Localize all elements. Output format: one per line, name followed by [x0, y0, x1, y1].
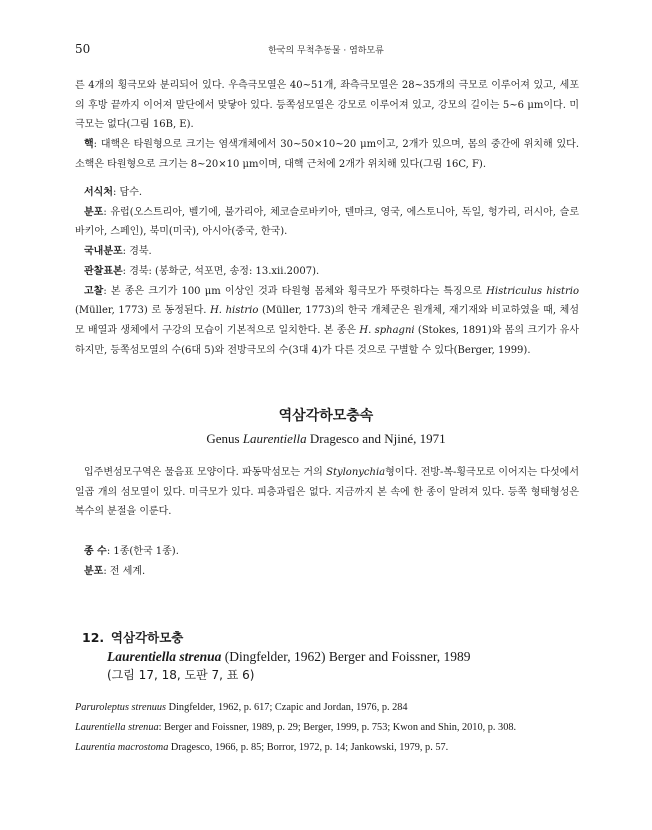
- synonym-reference: : Berger and Foissner, 1989, p. 29; Berger, 1999, p. 753; Kwon and Shin, 2010, p. 308.: [158, 722, 517, 733]
- species-heading-line-2: [82, 647, 582, 666]
- species-count-text: : 1종(한국 1종).: [106, 546, 179, 557]
- taxon-name: H. sphagni: [359, 324, 415, 336]
- species-name-scientific: Laurentiella strenua: [107, 649, 222, 664]
- synonym-entry: [75, 718, 585, 738]
- page-number: 50: [75, 42, 91, 56]
- genus-distribution-text: : 전 세계.: [103, 565, 146, 577]
- distribution-line: [75, 203, 579, 242]
- nucleus-label: 핵: [84, 139, 94, 151]
- genus-diagnosis: [75, 463, 579, 522]
- remarks-text-4: (Stokes, 1891)와 몸의 크기가 유사하지만, 등쪽섬모열의 수(6대 5)와 전방극모의 수(3대 4)가 다른 것으로 구별할 수 있다(Berger, 1999).: [75, 324, 579, 356]
- distribution-label: 분포: [84, 206, 104, 218]
- genus-title-korean: 역삼각하모충속: [278, 408, 374, 424]
- genus-desc-text-2: 형이다. 전방-복-횡극모로 이어지는 다섯에서 일곱 개의 섬모열이 있다. 미극모가 있다. 피층과립은 없다. 지금까지 본 속에 한 종이 알려져 있다. 등쪽 형태형성은 복수의 분절을 이룬다.: [75, 467, 579, 518]
- records-section: [75, 183, 579, 360]
- specimen-label: 관찰표본: [84, 265, 123, 277]
- genus-prefix: Genus: [206, 431, 243, 446]
- species-number: 12.: [82, 630, 105, 645]
- nucleus-paragraph: [75, 135, 579, 174]
- remarks-text-1: : 본 종은 크기가 100 μm 이상인 것과 타원형 몸체와 횡극모가 뚜렷하다는 특징으로: [103, 285, 487, 297]
- remarks-paragraph: [75, 282, 579, 361]
- domestic-distribution-line: [75, 242, 579, 262]
- species-name-korean: 역삼각하모충: [110, 630, 184, 645]
- remarks-text-2: (Müller, 1773) 로 동정된다.: [75, 305, 211, 317]
- species-figure-refs: (그림 17, 18, 도판 7, 표 6): [107, 668, 255, 682]
- genus-description: [75, 463, 579, 522]
- genus-distribution-label: 분포: [84, 565, 104, 577]
- synonymy-list: [75, 698, 585, 758]
- species-heading: [82, 628, 582, 685]
- habitat-label: 서식처: [84, 187, 113, 198]
- species-heading-line-1: [82, 628, 582, 647]
- species-count-label: 종 수: [84, 546, 107, 557]
- synonym-name: Paruroleptus strenuus: [75, 702, 167, 713]
- remarks-label: 고찰: [84, 285, 104, 297]
- domestic-label: 국내분포: [84, 246, 123, 258]
- domestic-text: : 경북.: [122, 246, 152, 258]
- distribution-text: : 유럽(오스트리아, 벨기에, 불가리아, 체코슬로바키아, 덴마크, 영국, 에스토니아, 독일, 헝가리, 러시아, 슬로바키아, 스페인), 북미(미국), 아시아(중국, 한국).: [75, 206, 579, 238]
- genus-distribution-line: [75, 562, 579, 582]
- running-head: 한국의 무척추동물 · 염하모류: [268, 46, 384, 56]
- cirri-paragraph: 른 4개의 횡극모와 분리되어 있다. 우측극모열은 40~51개, 좌측극모열은 28~35개의 극모로 이루어져 있고, 세포의 후방 끝까지 이어져 말단에서 맞닿아 있다. 등쪽섬모열은 강모로 이루어져 있고, 강모의 길이는 5~6 μm이다. 미극모는 없다(그림 16B, E).: [75, 80, 579, 131]
- description-continued: [75, 76, 579, 175]
- taxon-name: H. histrio: [210, 305, 259, 317]
- species-count-line: [75, 542, 579, 562]
- synonym-name: Laurentia macrostoma: [75, 742, 169, 753]
- habitat-text: : 담수.: [112, 187, 143, 198]
- genus-desc-text-1: 입주변섬모구역은 물음표 모양이다. 파동막섬모는 거의: [84, 467, 327, 478]
- remarks-text-3: (Müller, 1773)의 한국 개체군은 원개체, 재기재와 비교하였을 때, 체섬모 배열과 생체에서 구강의 모습이 기본적으로 일치한다. 본 종은: [75, 305, 579, 336]
- synonym-name: Laurentiella strenua: [75, 722, 159, 733]
- nucleus-text: : 대핵은 타원형으로 크기는 염색개체에서 30~50×10~20 μm이고, 2개가 있으며, 몸의 중간에 위치해 있다. 소핵은 타원형으로 크기는 8~20×10 μm이며, 대핵 근처에 2개가 위치해 있다(그림 16C, F).: [75, 139, 579, 170]
- genus-records: [75, 542, 579, 581]
- page-header: [75, 42, 577, 58]
- taxon-name: Stylonychia: [326, 467, 386, 478]
- synonym-entry: [75, 698, 585, 718]
- specimen-text: : 경북: (봉화군, 석포면, 송정: 13.xii.2007).: [122, 265, 320, 277]
- synonym-reference: Dingfelder, 1962, p. 617; Czapic and Jordan, 1976, p. 284: [166, 702, 408, 713]
- specimen-line: [75, 262, 579, 282]
- species-authority: (Dingfelder, 1962) Berger and Foissner, 1989: [221, 649, 471, 664]
- genus-title-latin: [0, 431, 652, 447]
- synonym-reference: Dragesco, 1966, p. 85; Borror, 1972, p. 14; Jankowski, 1979, p. 57.: [168, 742, 449, 753]
- habitat-line: [75, 183, 579, 203]
- synonym-entry: [75, 738, 585, 758]
- taxon-name: Histriculus histrio: [486, 285, 580, 297]
- genus-authority: Dragesco and Njiné, 1971: [306, 431, 446, 446]
- genus-name: Laurentiella: [242, 431, 307, 446]
